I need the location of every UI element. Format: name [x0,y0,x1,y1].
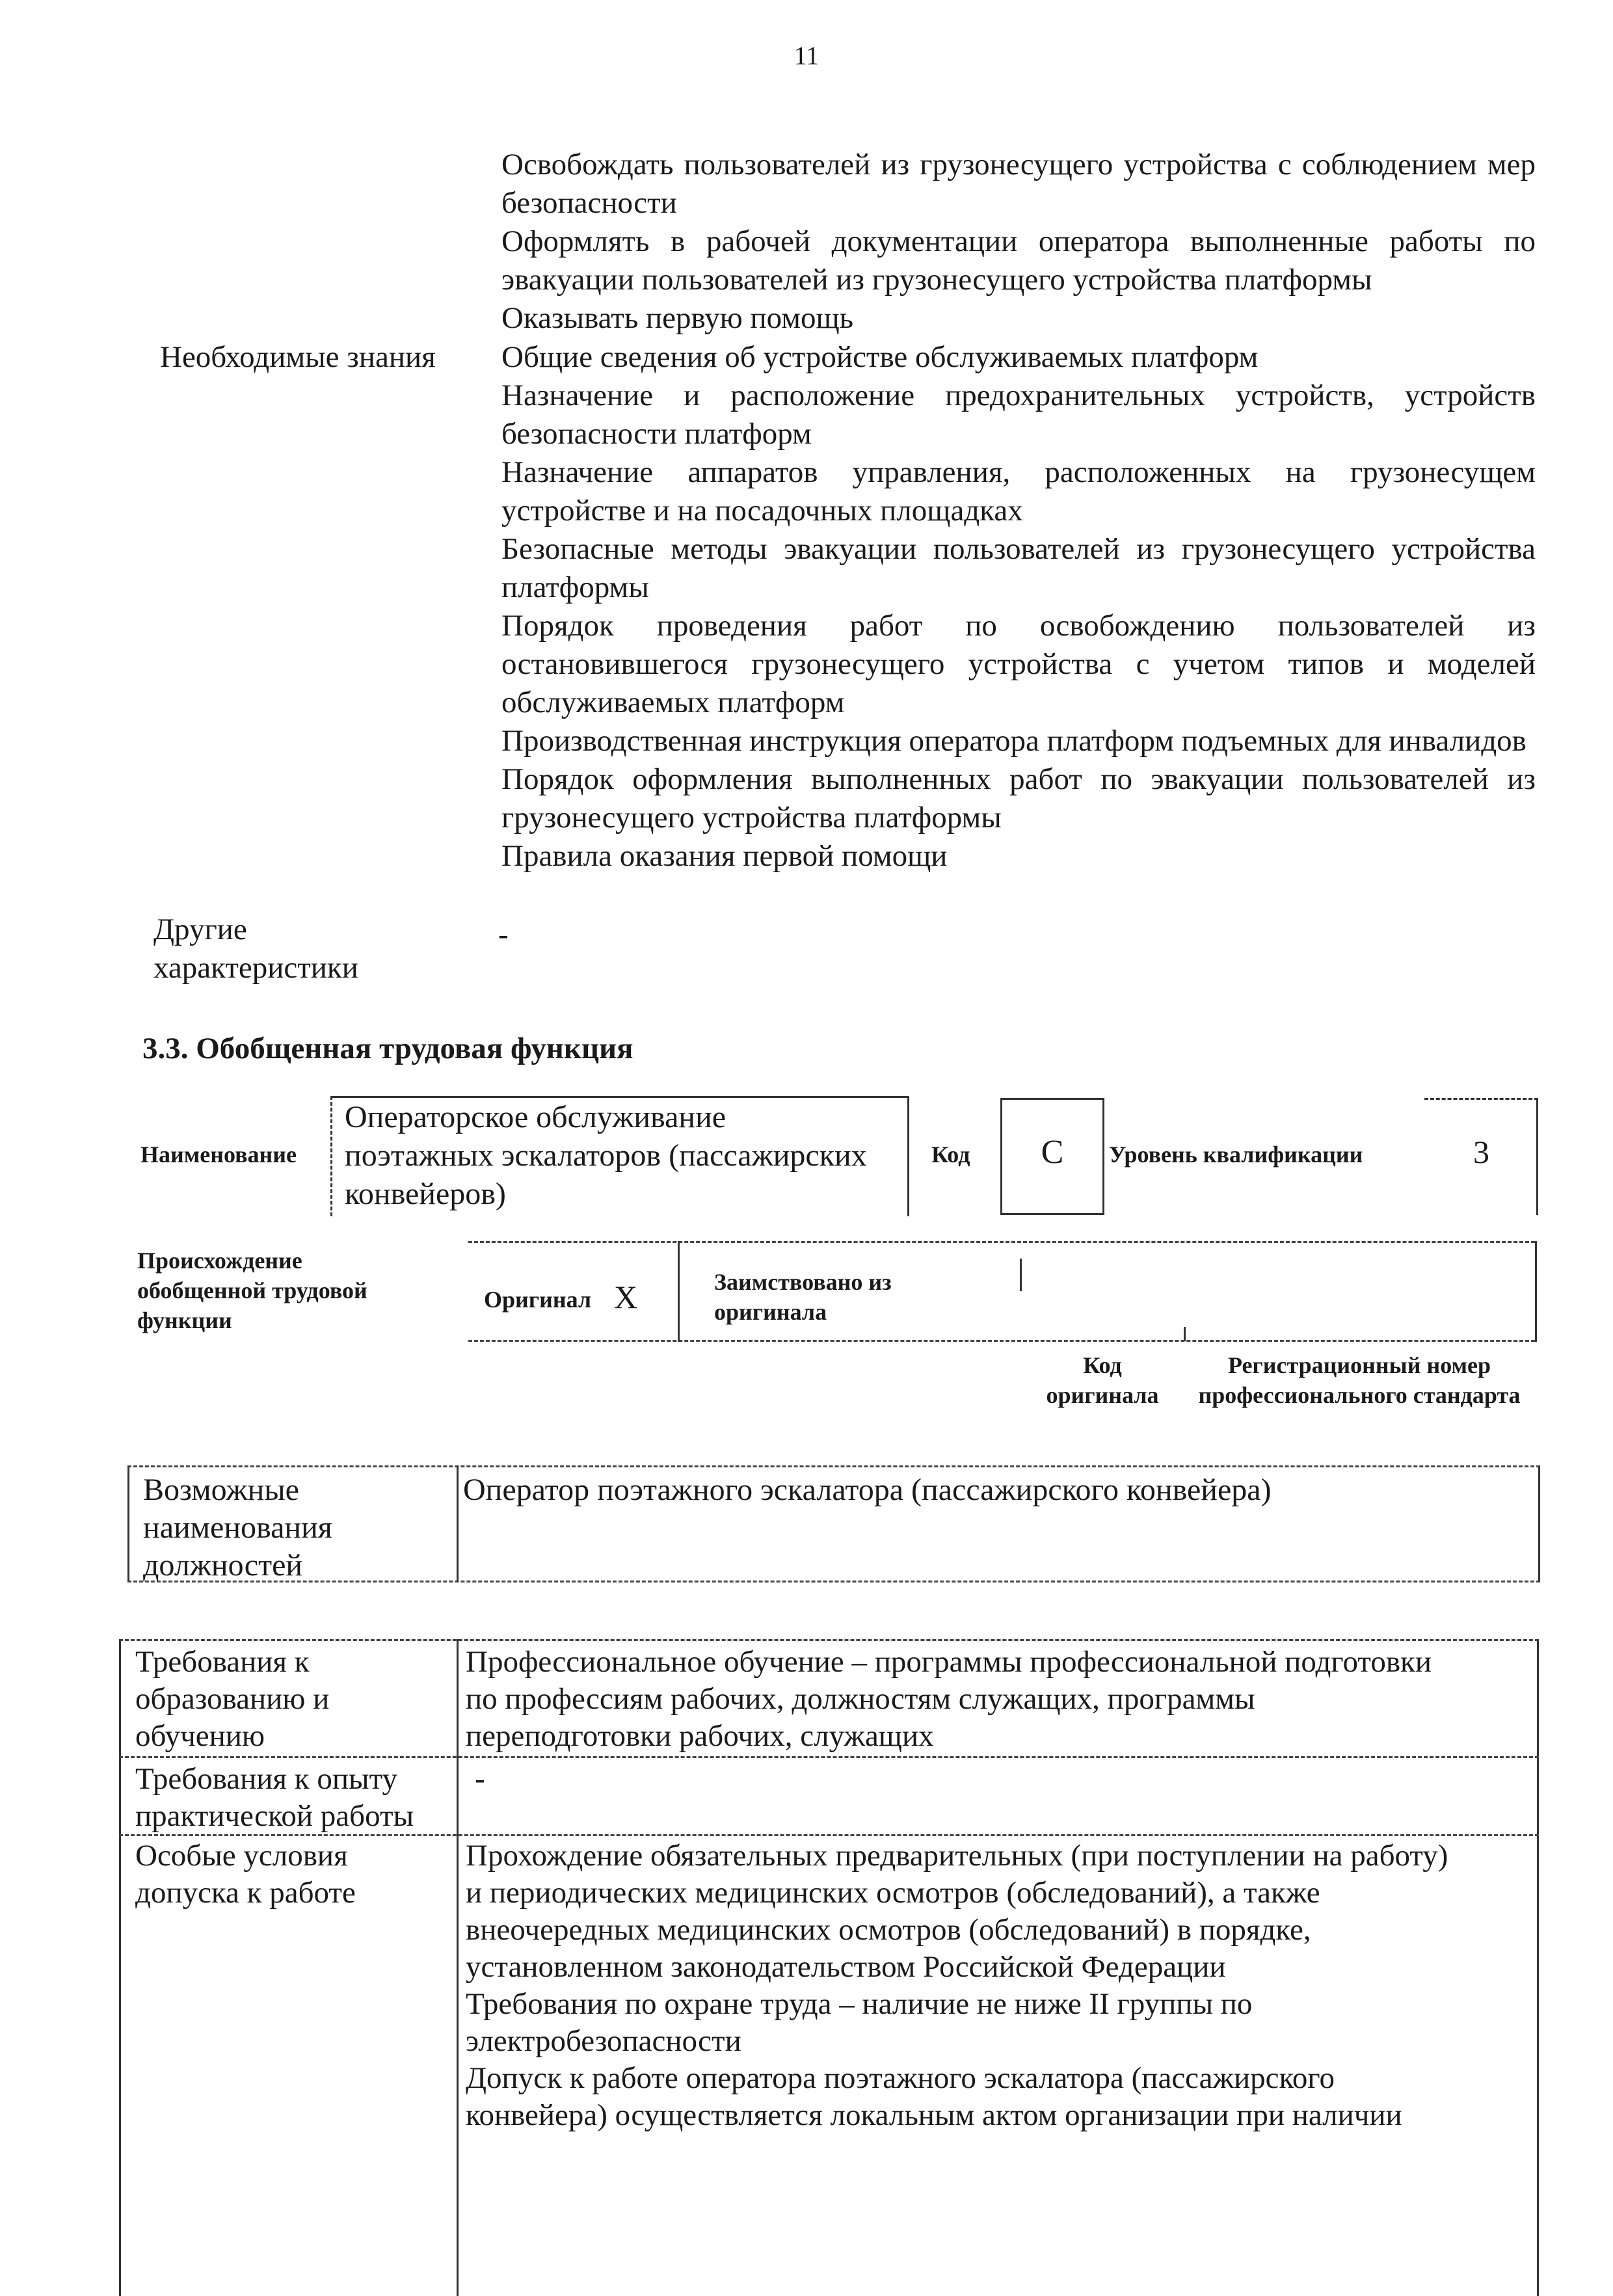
skill-item: Оказывать первую помощь [501,301,854,335]
requirements-row-label: Требования к образованию и обучению [135,1645,330,1753]
skill-item: Освобождать пользователей из грузонесущего устройства с соблюдением мер безопасности [501,148,1536,220]
positions-value: Оператор поэтажного эскалатора (пассажирского конвейера) [463,1473,1272,1507]
knowledge-list [501,338,1536,875]
knowledge-item: Порядок проведения работ по освобождению пользователей из остановившегося грузонесущего устройства с учетом типов и моделей обслуживаемых платформ [501,609,1536,719]
name-label: Наименование [140,1141,297,1168]
section-heading: 3.3. Обобщенная трудовая функция [142,1032,633,1065]
requirements-row-value: Профессиональное обучение – программы профессиональной подготовки по профессиям рабочих, должностям служащих, программы переподготовки рабочих, служащих [466,1645,1432,1753]
positions-divider [457,1465,459,1582]
original-code-caption: Код оригинала [1046,1352,1159,1408]
code-value: C [1041,1134,1064,1171]
knowledge-item: Назначение аппаратов управления, расположенных на грузонесущем устройстве и на посадочных площадках [501,455,1536,527]
knowledge-item: Производственная инструкция оператора платформ подъемных для инвалидов [501,724,1526,758]
code-label: Код [931,1141,970,1168]
knowledge-item: Общие сведения об устройстве обслуживаемых платформ [501,340,1259,374]
other-characteristics-value: - [498,918,509,952]
origin-bottom-line [468,1340,1535,1342]
skill-item: Оформлять в рабочей документации оператора выполненные работы по эвакуации пользователей из грузонесущего устройства платформы [501,224,1536,297]
origin-label: Происхождение обобщенной трудовой функции [137,1248,367,1333]
origin-divider [678,1241,680,1342]
origin-right-edge [1535,1241,1537,1342]
page-number: 11 [793,41,820,70]
requirements-row-value: Прохождение обязательных предварительных (при поступлении на работу) и периодических медицинских осмотров (обследований), а также внеочередных медицинских осмотров (обследований) в порядке, установленном законодательством Российской Федерации Требования по охране труда – наличие не ниже II группы по электробезопасности Допуск к работе оператора поэтажного эскалатора (пассажирского конвейера) осуществляется локальным актом организации при наличии [466,1839,1448,2132]
knowledge-item: Правила оказания первой помощи [501,839,948,873]
function-name-value: Операторское обслуживание поэтажных эскалаторов (пассажирских конвейеров) [345,1100,867,1211]
level-value: 3 [1473,1134,1489,1170]
knowledge-item: Безопасные методы эвакуации пользователей из грузонесущего устройства платформы [501,532,1536,604]
knowledge-item: Назначение и расположение предохранительных устройств, устройств безопасности платформ [501,379,1536,451]
requirements-row-value: - [475,1762,485,1796]
positions-label: Возможные наименования должностей [143,1473,332,1582]
borrowed-label: Заимствовано из оригинала [714,1269,892,1325]
origin-divider [1184,1327,1186,1341]
requirements-row-label: Особые условия допуска к работе [135,1839,356,1910]
requirements-divider [457,1639,459,2296]
skills-continuation [501,146,1536,338]
registration-number-caption: Регистрационный номер профессионального стандарта [1198,1352,1521,1408]
origin-top-line [468,1241,1535,1243]
original-mark: X [614,1279,638,1315]
knowledge-item: Порядок оформления выполненных работ по эвакуации пользователей из грузонесущего устройства платформы [501,762,1536,834]
other-characteristics-label: Другие характеристики [153,913,358,985]
qualification-level-label: Уровень квалификации [1109,1141,1363,1168]
requirements-row-line [119,1756,1539,1758]
origin-divider [1020,1259,1022,1291]
original-label: Оригинал [484,1287,592,1313]
requirements-row-label: Требования к опыту практической работы [135,1762,414,1833]
knowledge-label: Необходимые знания [160,340,436,374]
